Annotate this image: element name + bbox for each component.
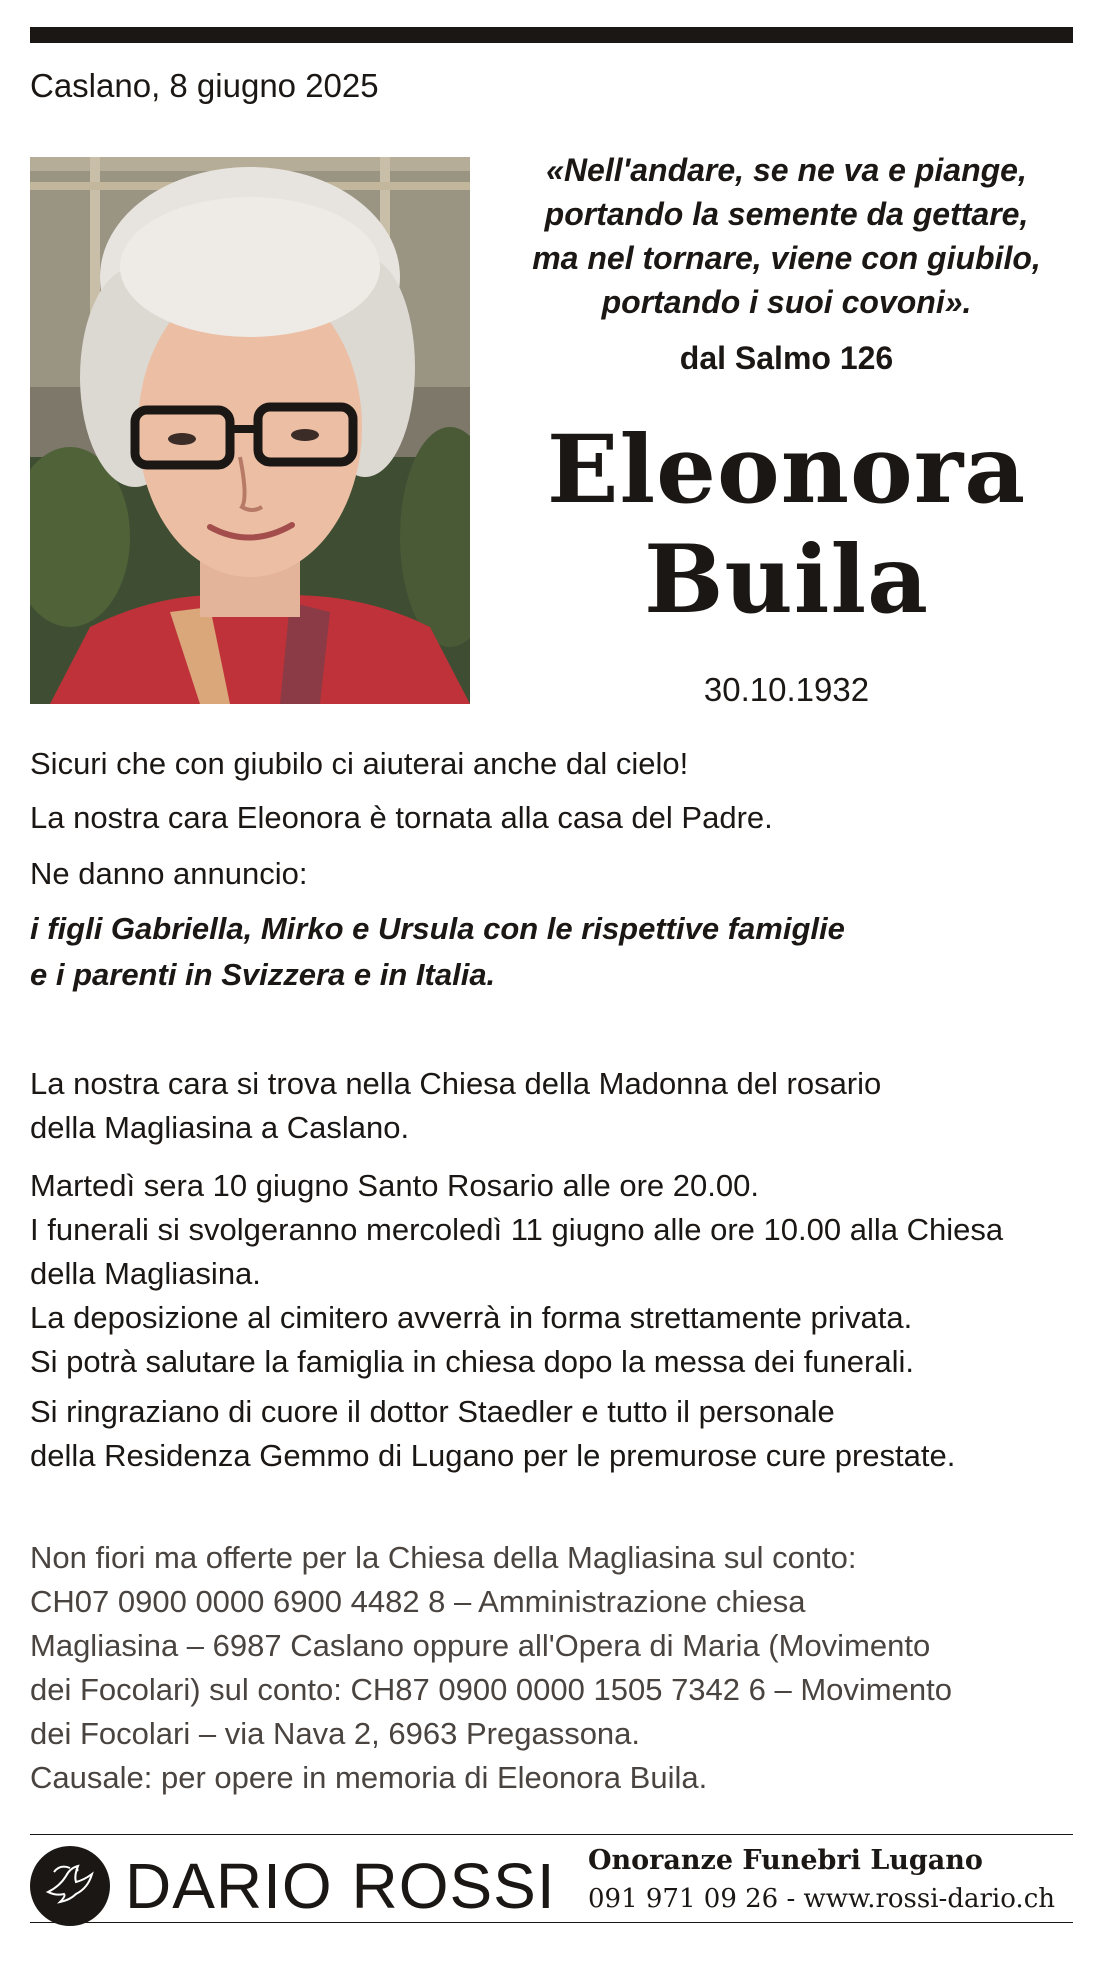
quote-block <box>500 148 1073 378</box>
schedule-paragraph <box>30 1164 1073 1384</box>
deceased-last-name: Buila <box>643 525 930 635</box>
birth-date: 30.10.1932 <box>703 671 870 708</box>
quote-line: portando i suoi covoni». <box>601 284 972 320</box>
paragraph-line: Martedì sera 10 giugno Santo Rosario alle ore 20.00. <box>30 1168 759 1203</box>
footer-top-rule <box>30 1834 1073 1835</box>
family-line: e i parenti in Svizzera e in Italia. <box>30 957 496 992</box>
thanks-paragraph <box>30 1390 1073 1478</box>
paragraph-line: della Magliasina a Caslano. <box>30 1110 410 1145</box>
portrait-photo <box>30 157 470 704</box>
intro-line: Ne danno annuncio: <box>30 856 308 891</box>
paragraph-line: dei Focolari) sul conto: CH87 0900 0000 1505 7342 6 – Movimento <box>30 1672 952 1707</box>
quote-text <box>500 148 1073 324</box>
paragraph-line: Magliasina – 6987 Caslano oppure all'Opera di Maria (Movimento <box>30 1628 931 1663</box>
place-date: Caslano, 8 giugno 2025 <box>30 67 379 104</box>
quote-line: «Nell'andare, se ne va e piange, <box>546 152 1027 188</box>
dove-icon <box>30 1846 110 1926</box>
paragraph-line: Si ringraziano di cuore il dottor Staedler e tutto il personale <box>30 1394 835 1429</box>
paragraph-line: La deposizione al cimitero avverrà in forma strettamente privata. <box>30 1300 913 1335</box>
paragraph-line: Causale: per opere in memoria di Eleonora Buila. <box>30 1760 708 1795</box>
paragraph-line: Si potrà salutare la famiglia in chiesa dopo la messa dei funerali. <box>30 1344 914 1379</box>
family-announcement <box>30 906 1073 998</box>
paragraph-line: della Residenza Gemmo di Lugano per le premurose cure prestate. <box>30 1438 956 1473</box>
top-rule <box>30 27 1073 43</box>
funeral-home-name: Onoranze Funebri Lugano <box>588 1845 983 1876</box>
donations-paragraph <box>30 1536 1073 1800</box>
brand-name: DARIO ROSSI <box>125 1850 556 1922</box>
paragraph-line: dei Focolari – via Nava 2, 6963 Pregassona. <box>30 1716 641 1751</box>
paragraph-line: della Magliasina. <box>30 1256 261 1291</box>
quote-source: dal Salmo 126 <box>679 340 894 376</box>
paragraph-line: Non fiori ma offerte per la Chiesa della Magliasina sul conto: <box>30 1540 857 1575</box>
deceased-first-name: Eleonora <box>546 415 1027 525</box>
funeral-home-contact: 091 971 09 26 - www.rossi-dario.ch <box>588 1884 1055 1914</box>
quote-line: portando la semente da gettare, <box>544 196 1029 232</box>
footer-bottom-rule <box>30 1922 1073 1923</box>
paragraph-line: I funerali si svolgeranno mercoledì 11 giugno alle ore 10.00 alla Chiesa <box>30 1212 1004 1247</box>
location-paragraph <box>30 1062 1073 1150</box>
paragraph-line: La nostra cara si trova nella Chiesa della Madonna del rosario <box>30 1066 882 1101</box>
family-line: i figli Gabriella, Mirko e Ursula con le rispettive famiglie <box>30 911 845 946</box>
quote-line: ma nel tornare, viene con giubilo, <box>532 240 1041 276</box>
intro-line: La nostra cara Eleonora è tornata alla casa del Padre. <box>30 800 773 835</box>
paragraph-line: CH07 0900 0000 6900 4482 8 – Amministrazione chiesa <box>30 1584 806 1619</box>
intro-line: Sicuri che con giubilo ci aiuterai anche dal cielo! <box>30 746 689 781</box>
